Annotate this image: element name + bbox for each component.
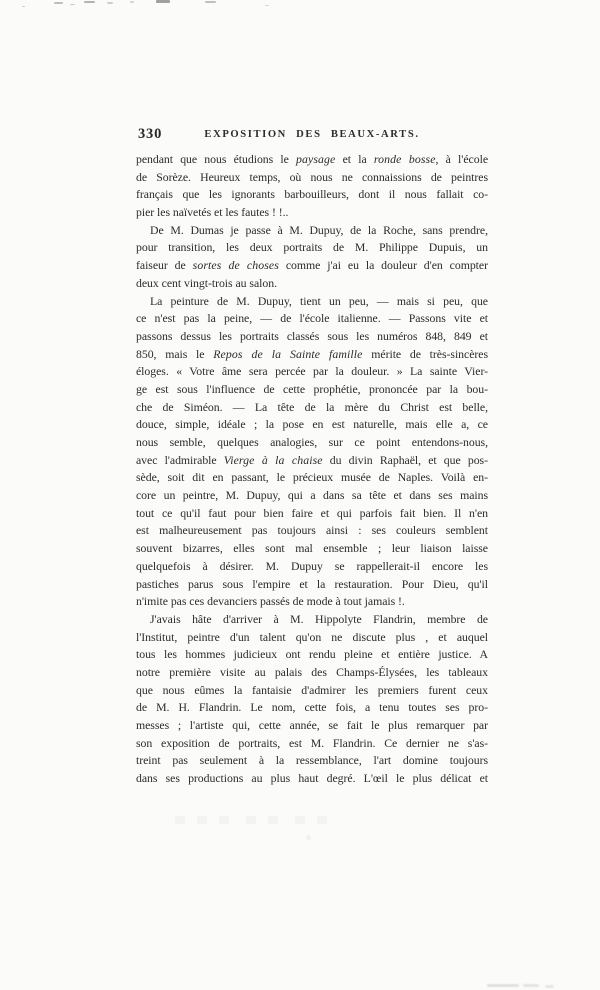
text-line: son exposition de portraits, est M. Flandrin. Ce dernier ne s'as- [136,735,488,750]
text-line: 850, mais le Repos de la Sainte famille mérite de très-sincères [136,346,488,361]
text-line: souvent bizarres, elles sont mal ensemble ; leur liaison laisse [136,541,488,556]
body-text [136,151,488,788]
text-line: messes ; l'artiste qui, cette année, se fait le plus remarquer par [136,718,488,732]
text-line: avec l'admirable Vierge à la chaise du divin Raphaël, et que pos- [136,452,488,467]
running-title: EXPOSITION DES BEAUX-ARTS. [204,129,420,140]
show-through-artifact [175,816,185,824]
page-number: 330 [138,126,163,142]
text-line: que nous eûmes la fantaisie d'admirer les premiers furent ceux [136,682,488,697]
scan-artifact [70,4,75,5]
scan-artifact [22,6,25,7]
text-line: pendant que nous étudions le paysage et la ronde bosse, à l'école [136,152,488,166]
show-through-artifact [246,816,256,824]
text-line: che de Siméon. — La tête de la mère du Christ est belle, [136,399,488,414]
text-line: notre première visite au palais des Champs-Élysées, les tableaux [136,664,488,679]
text-line: ge est sous l'influence de cette prophétie, prononcée par la bou- [136,381,488,396]
show-through-artifact [197,816,207,824]
text-line: La peinture de M. Dupuy, tient un peu, — mais si peu, que [150,293,488,308]
text-line: est malheureusement pas toujours ainsi : ses couleurs semblent [136,523,488,538]
text-line: J'avais hâte d'arriver à M. Hippolyte Flandrin, membre de [150,611,488,626]
text-line: nous semble, quelques analogies, sur ce point entendons-nous, [136,435,488,449]
text-line: pour transition, les deux portraits de M. Philippe Dupuis, un [136,240,488,255]
show-through-artifact [295,816,305,824]
paragraph [136,222,488,293]
text-line: faiseur de sortes de choses comme j'ai eu la douleur d'en compter [136,258,488,273]
show-through-artifact [317,816,327,824]
text-line: de Sorèze. Heureux temps, où nous ne connaissions de peintres [136,169,488,184]
text-line: De M. Dumas je passe à M. Dupuy, de la Roche, sans prendre, [150,222,488,237]
text-line: l'Institut, peintre d'un talent qu'on ne discute plus , et auquel [136,629,488,644]
paragraph [136,293,488,611]
text-line: éloges. « Votre âme sera percée par la douleur. » La sainte Vier- [136,364,488,379]
text-line: ce n'est pas la peine, — de l'école italienne. — Passons vite et [136,311,488,326]
text-line: core un peintre, M. Dupuy, qui a dans sa tête et dans ses mains [136,488,488,503]
text-line: pier les naïvetés et les fautes ! !.. [136,205,289,220]
text-line: treint pas seulement à la ressemblance, l'art domine toujours [136,753,488,768]
paragraph [136,151,488,222]
show-through-artifact [268,816,278,824]
scan-artifact [84,1,95,3]
show-through-artifact [306,835,311,840]
scan-artifact [205,1,216,3]
scan-artifact [545,985,554,988]
text-line: n'imite pas ces devanciers passés de mode à tout jamais !. [136,594,405,609]
text-line: de M. H. Flandrin. Le nom, cette fois, a tenu toutes ses pro- [136,700,488,715]
page-header [136,126,488,146]
scan-artifact [107,2,113,4]
text-line: français que les ignorants barbouilleurs, dont il nous fallait co- [136,187,488,202]
paragraph [136,611,488,788]
text-line: tout ce qu'il faut pour bien faire et qui parfois fait bien. Il n'en [136,505,488,520]
text-line: dans ses productions au plus haut degré. L'œil le plus délicat et [136,771,488,786]
scan-artifact [523,984,539,987]
scan-artifact [130,1,134,3]
scan-artifact [487,984,519,987]
text-line: douce, simple, idéale ; la pose en est naturelle, mais elle a, ce [136,417,488,432]
text-line: tous les hommes judicieux ont rendu pleine et entière justice. A [136,647,488,662]
text-line: quelquefois à désirer. M. Dupuy se rappellerait-il encore les [136,558,488,573]
show-through-artifact [219,816,229,824]
scan-artifact [54,2,63,4]
scan-artifact [156,0,170,3]
text-line: sède, soit dit en passant, le précieux musée de Naples. Voilà en- [136,470,488,485]
scan-artifact [265,5,269,6]
text-line: passons dessus les portraits classés sous les numéros 848, 849 et [136,328,488,343]
text-line: pastiches parus sous l'empire et la restauration. Pour Dieu, qu'il [136,576,488,591]
text-line: deux cent vingt-trois au salon. [136,275,277,290]
